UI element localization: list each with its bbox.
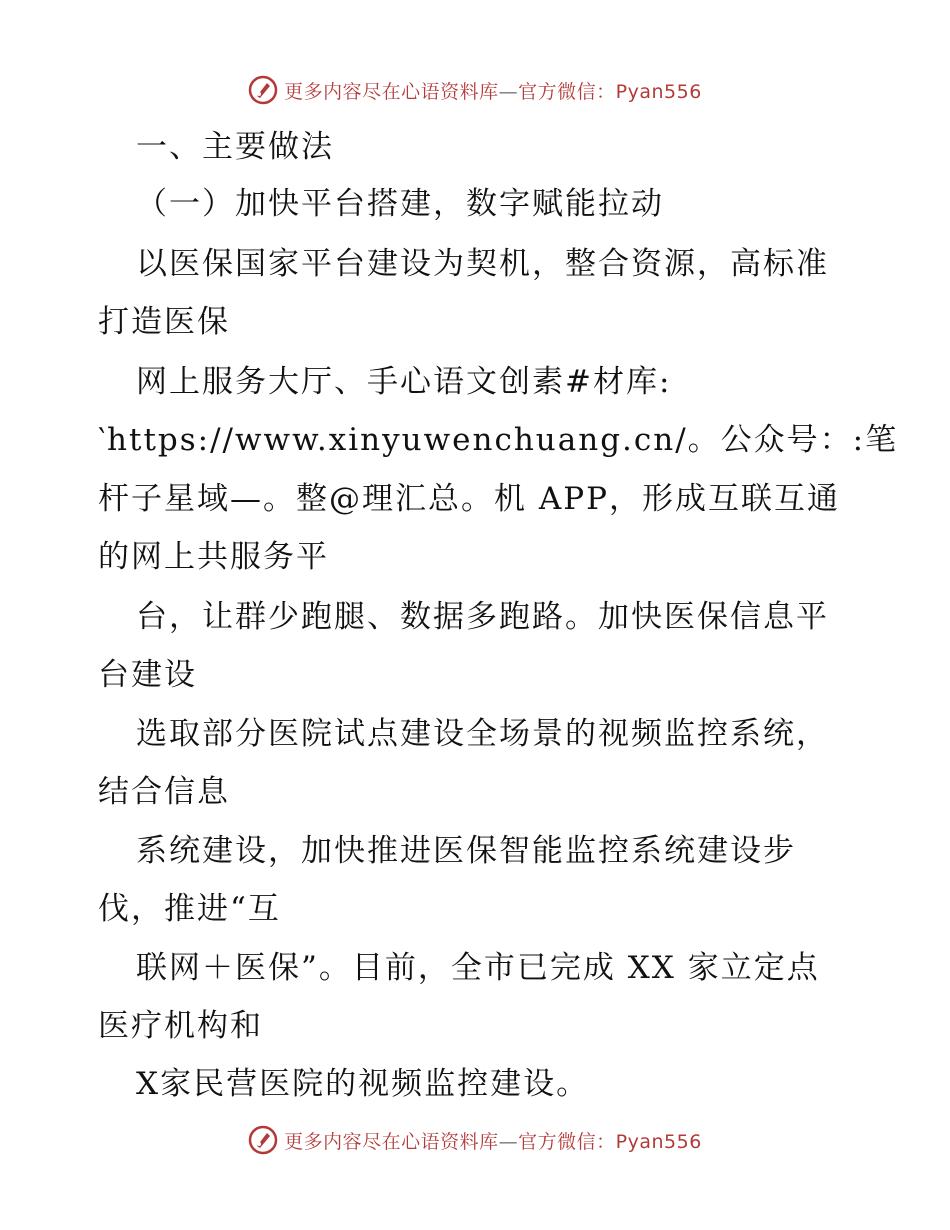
watermark-text: 更多内容尽在心语资料库—官方微信：Pyan556 [284, 80, 702, 103]
watermark-text: 更多内容尽在心语资料库—官方微信：Pyan556 [284, 1130, 702, 1153]
paragraph-line: X家民营医院的视频监控建设。 [136, 1066, 590, 1102]
paragraph-line: 杆子星域—。整@理汇总。机 APP，形成互联互通 [98, 481, 840, 517]
section-heading: 一、主要做法 [136, 129, 334, 165]
paragraph-line: 网上服务大厅、手心语文创素#材库: [136, 364, 672, 400]
footer-watermark [0, 1120, 950, 1160]
paragraph-line: 选取部分医院试点建设全场景的视频监控系统， [136, 716, 829, 752]
paragraph-line: ‵https://www.xinyuwenchuang.cn/。公众号：:笔 [98, 422, 899, 458]
paragraph-line: 系统建设，加快推进医保智能监控系统建设步 [136, 833, 796, 869]
brand-logo-icon [248, 75, 278, 105]
header-watermark [0, 70, 950, 110]
brand-logo-icon [248, 1125, 278, 1155]
paragraph-line: 以医保国家平台建设为契机，整合资源，高标准 [136, 246, 829, 282]
paragraph-line: 台，让群少跑腿、数据多跑路。加快医保信息平 [136, 599, 829, 635]
subsection-heading: （一）加快平台搭建，数字赋能拉动 [136, 186, 664, 222]
paragraph-line: 伐，推进“互 [98, 891, 281, 927]
paragraph-line: 联网＋医保”。目前，全市已完成 XX 家立定点 [136, 950, 820, 986]
paragraph-line: 医疗机构和 [98, 1008, 263, 1044]
paragraph-line: 台建设 [98, 657, 197, 693]
paragraph-line: 打造医保 [98, 304, 230, 340]
paragraph-line: 的网上共服务平 [98, 539, 329, 575]
paragraph-line: 结合信息 [98, 774, 230, 810]
